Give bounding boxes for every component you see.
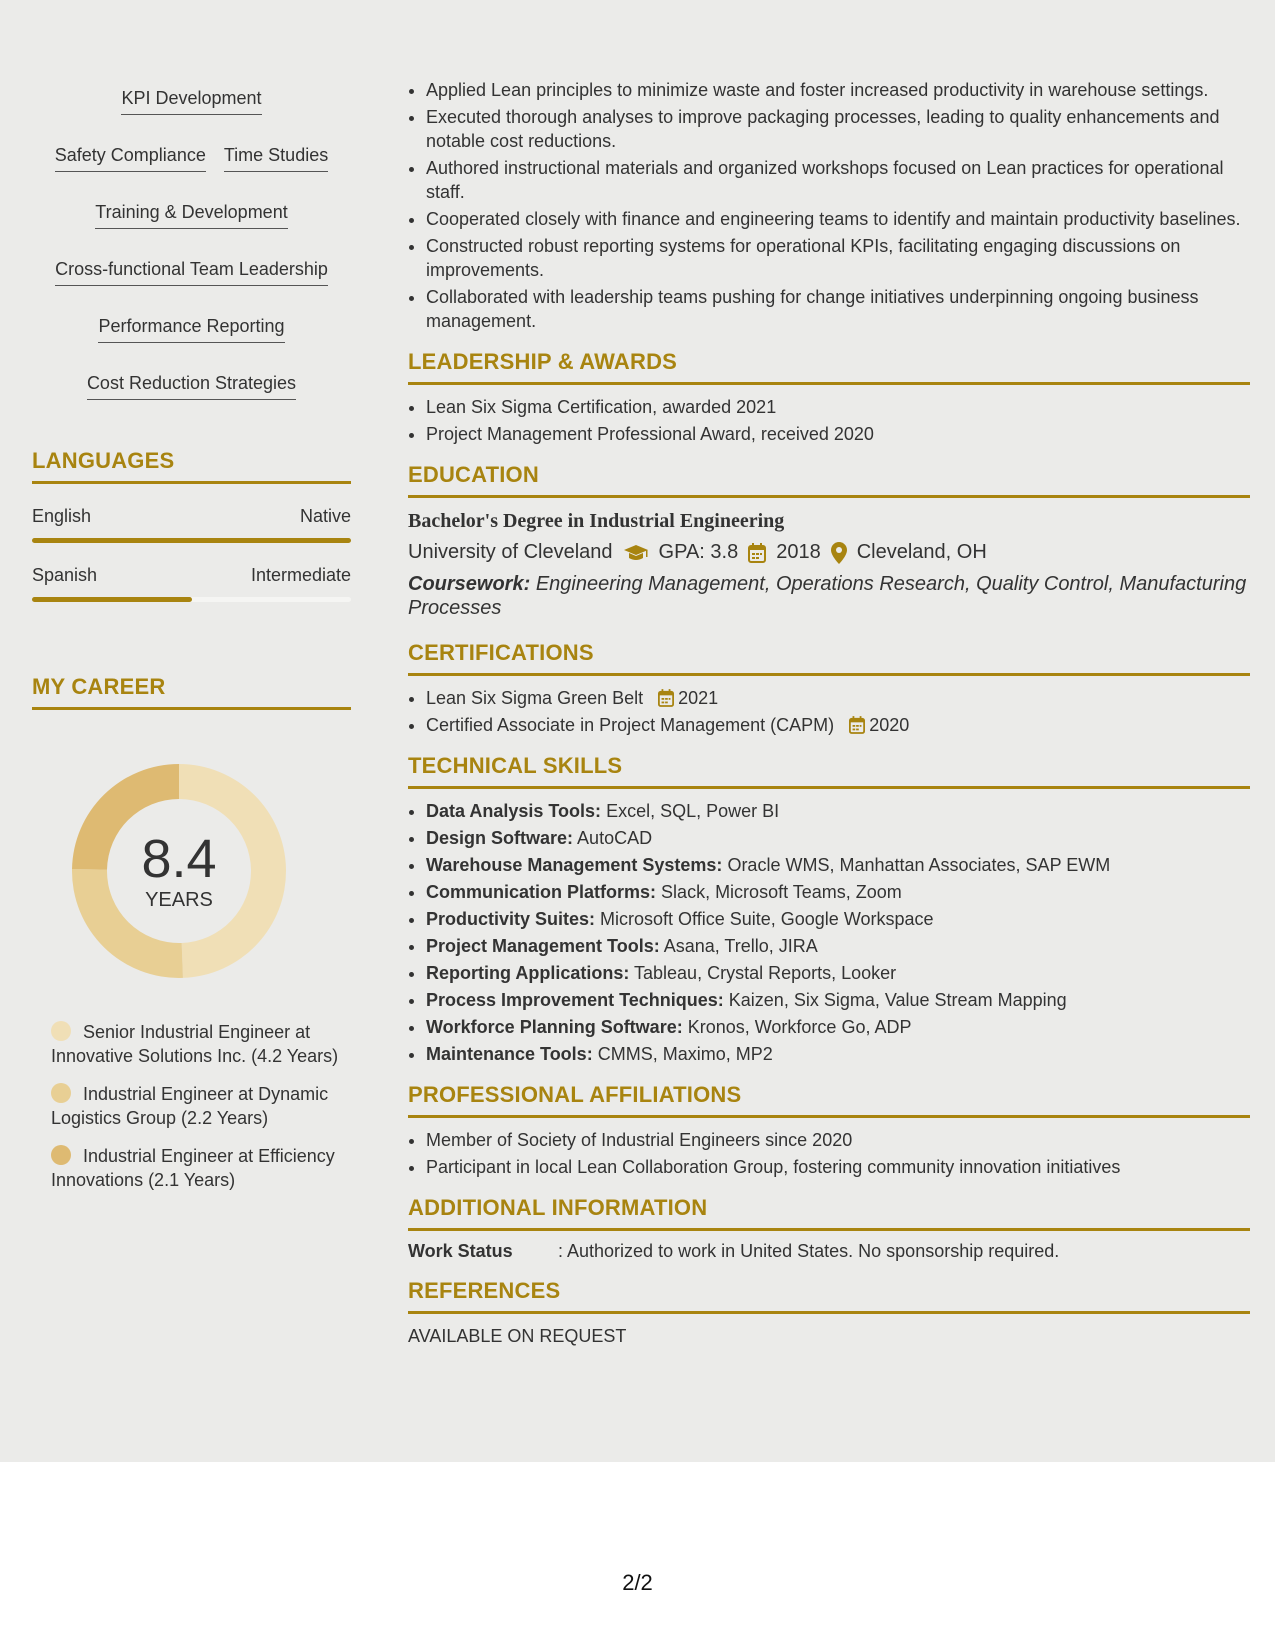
language-item — [32, 506, 351, 543]
technical-skill — [426, 961, 1250, 985]
experience-bullet: • Authored instructional materials and organized workshops focused on Lean practices for operational staff. — [426, 156, 1250, 204]
references-section — [408, 1278, 1250, 1347]
skill-value: Excel, SQL, Power BI — [606, 801, 780, 821]
page-number: 2/2 — [622, 1570, 653, 1595]
calendar-icon — [849, 716, 865, 734]
technical-skill — [426, 1015, 1250, 1039]
technical-skill — [426, 1042, 1250, 1066]
skill-label: Project Management Tools: — [426, 936, 660, 956]
award-item: • Lean Six Sigma Certification, awarded 2021 — [426, 395, 1250, 419]
right-column — [408, 70, 1250, 1347]
education-details — [408, 541, 1250, 564]
references-text: AVAILABLE ON REQUEST — [408, 1326, 627, 1346]
career-total: 8.4 — [141, 828, 217, 889]
education-location: Cleveland, OH — [856, 541, 987, 563]
affiliation-item: • Member of Society of Industrial Engineers since 2020 — [426, 1128, 1250, 1152]
location-pin-icon — [831, 542, 847, 564]
section-title: ADDITIONAL INFORMATION — [408, 1195, 1250, 1231]
certification-item — [426, 686, 1250, 710]
skill-tag: Cost Reduction Strategies — [87, 371, 296, 400]
experience-bullet: • Collaborated with leadership teams pushing for change initiatives underpinning ongoing business management. — [426, 285, 1250, 333]
section-title: MY CAREER — [32, 674, 351, 710]
gpa: GPA: 3.8 — [658, 541, 739, 563]
awards-section — [408, 349, 1250, 446]
left-column — [32, 70, 351, 1206]
experience-bullet: • Cooperated closely with finance and engineering teams to identify and maintain productivity baselines. — [426, 207, 1250, 231]
education-section — [408, 462, 1250, 620]
language-name: English — [32, 506, 92, 526]
skill-value: Kronos, Workforce Go, ADP — [687, 1017, 912, 1037]
certification-name: Lean Six Sigma Green Belt — [426, 688, 644, 708]
skill-tag: Performance Reporting — [98, 314, 284, 343]
work-status — [408, 1241, 1250, 1262]
career-section — [32, 674, 351, 1192]
certification-year: 2020 — [869, 715, 910, 735]
career-role — [51, 1082, 341, 1130]
skill-label: Workforce Planning Software: — [426, 1017, 683, 1037]
certification-year: 2021 — [678, 688, 719, 708]
skill-value: Tableau, Crystal Reports, Looker — [634, 963, 897, 983]
skill-label: Reporting Applications: — [426, 963, 630, 983]
degree-title: Bachelor's Degree in Industrial Engineering — [408, 510, 785, 532]
section-title: CERTIFICATIONS — [408, 640, 1250, 676]
legend-dot — [51, 1083, 71, 1103]
skills-tags — [32, 70, 351, 400]
technical-skill — [426, 826, 1250, 850]
skill-label: Productivity Suites: — [426, 909, 596, 929]
skill-label: Design Software: — [426, 828, 574, 848]
coursework-list: Engineering Management, Operations Research, Quality Control, Manufacturing Processes — [408, 573, 1247, 619]
skill-value: Slack, Microsoft Teams, Zoom — [661, 882, 902, 902]
work-status-label: Work Status — [408, 1241, 513, 1261]
work-status-value: : Authorized to work in United States. No sponsorship required. — [558, 1241, 1060, 1261]
legend-dot — [51, 1145, 71, 1165]
certification-item — [426, 713, 1250, 737]
calendar-icon — [748, 543, 766, 563]
skill-value: Oracle WMS, Manhattan Associates, SAP EWM — [727, 855, 1111, 875]
legend-dot — [51, 1021, 71, 1041]
skill-tag: Training & Development — [95, 200, 287, 229]
career-role-label: Industrial Engineer at Efficiency Innovations (2.1 Years) — [51, 1146, 335, 1190]
technical-skill — [426, 934, 1250, 958]
affiliation-item: • Participant in local Lean Collaboration Group, fostering community innovation initiatives — [426, 1155, 1250, 1179]
experience-bullet: • Constructed robust reporting systems for operational KPIs, facilitating engaging discussions on improvements. — [426, 234, 1250, 282]
calendar-icon — [658, 689, 674, 707]
graduation-year: 2018 — [776, 541, 821, 563]
skill-value: Kaizen, Six Sigma, Value Stream Mapping — [728, 990, 1067, 1010]
technical-skill — [426, 880, 1250, 904]
section-title: REFERENCES — [408, 1278, 1250, 1314]
technical-skill — [426, 853, 1250, 877]
language-level: Intermediate — [250, 565, 351, 585]
section-title: TECHNICAL SKILLS — [408, 753, 1250, 789]
skill-tag: Time Studies — [224, 143, 328, 172]
section-title: LANGUAGES — [32, 448, 351, 484]
additional-info-section — [408, 1195, 1250, 1262]
skill-label: Warehouse Management Systems: — [426, 855, 723, 875]
coursework-label: Coursework: — [408, 573, 531, 595]
graduation-cap-icon — [623, 544, 649, 562]
language-bar — [32, 538, 351, 543]
experience-bullet: • Executed thorough analyses to improve packaging processes, leading to quality enhancements and notable cost reductions. — [426, 105, 1250, 153]
section-title: LEADERSHIP & AWARDS — [408, 349, 1250, 385]
technical-skill — [426, 799, 1250, 823]
language-name: Spanish — [32, 565, 98, 585]
technical-skill — [426, 988, 1250, 1012]
section-title: PROFESSIONAL AFFILIATIONS — [408, 1082, 1250, 1118]
skill-label: Maintenance Tools: — [426, 1044, 593, 1064]
language-bar-fill — [32, 597, 192, 602]
section-title: EDUCATION — [408, 462, 1250, 498]
technical-skill — [426, 907, 1250, 931]
skill-label: Communication Platforms: — [426, 882, 657, 902]
career-legend — [32, 1020, 341, 1192]
skill-tag: KPI Development — [121, 86, 261, 115]
career-role — [51, 1144, 341, 1192]
career-role-label: Senior Industrial Engineer at Innovative Solutions Inc. (4.2 Years) — [51, 1022, 339, 1066]
skill-tag: Cross-functional Team Leadership — [55, 257, 328, 286]
career-role-label: Industrial Engineer at Dynamic Logistics Group (2.2 Years) — [51, 1084, 329, 1128]
school-name: University of Cleveland — [408, 541, 613, 563]
coursework — [408, 572, 1250, 620]
award-item: • Project Management Professional Award, received 2020 — [426, 422, 1250, 446]
language-level: Native — [299, 506, 351, 526]
experience-bullet: • Applied Lean principles to minimize waste and foster increased productivity in warehouse settings. — [426, 78, 1250, 102]
skill-value: AutoCAD — [577, 828, 653, 848]
skill-label: Process Improvement Techniques: — [426, 990, 724, 1010]
skill-tag: Safety Compliance — [55, 143, 206, 172]
certification-name: Certified Associate in Project Management (CAPM) — [426, 715, 835, 735]
skill-label: Data Analysis Tools: — [426, 801, 602, 821]
career-unit: YEARS — [145, 888, 213, 911]
skill-value: CMMS, Maximo, MP2 — [597, 1044, 773, 1064]
technical-skills-section — [408, 753, 1250, 1066]
languages-section — [32, 448, 351, 602]
affiliations-section — [408, 1082, 1250, 1179]
skill-value: Asana, Trello, JIRA — [663, 936, 818, 956]
career-role — [51, 1020, 341, 1068]
language-bar-fill — [32, 538, 351, 543]
language-item — [32, 565, 351, 602]
language-bar — [32, 597, 351, 602]
career-donut — [66, 758, 292, 984]
skill-value: Microsoft Office Suite, Google Workspace — [600, 909, 934, 929]
experience-bullets — [408, 78, 1250, 333]
certifications-section — [408, 640, 1250, 737]
